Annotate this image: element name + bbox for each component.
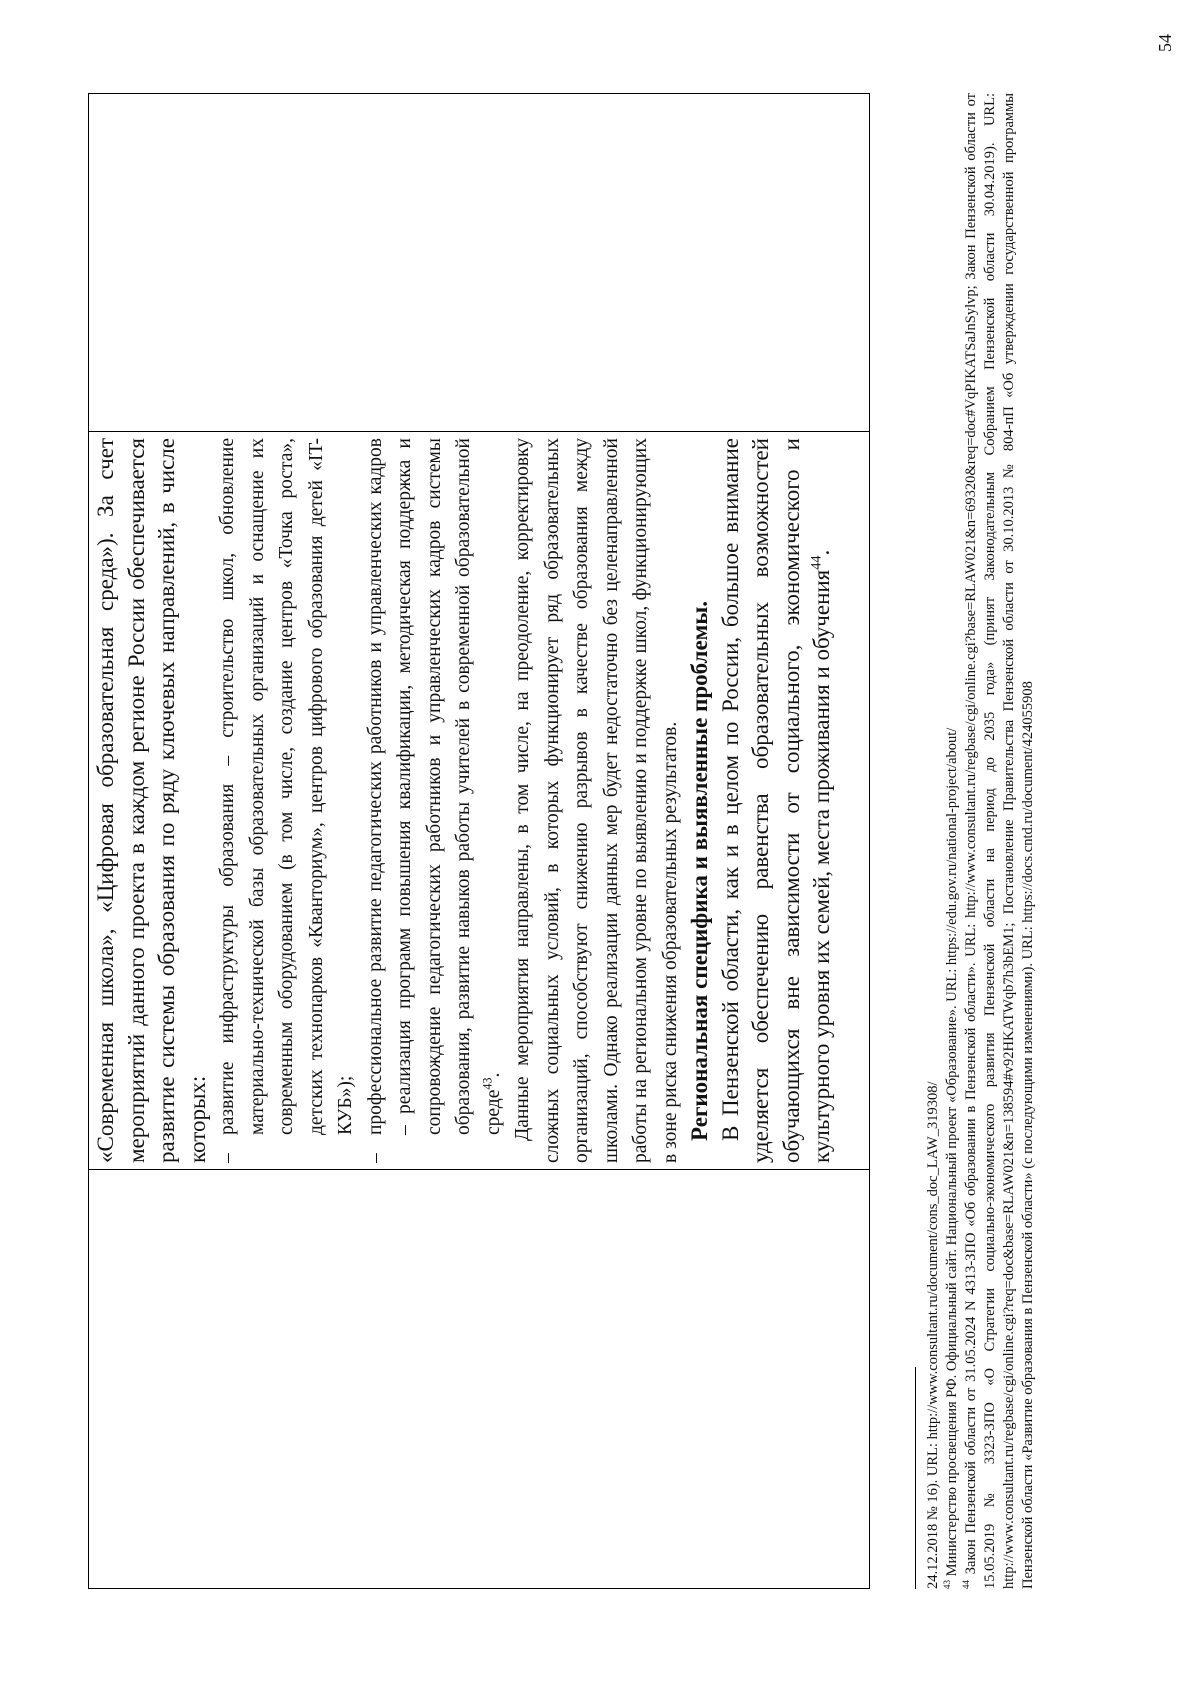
table-column-right bbox=[89, 94, 869, 431]
footnotes bbox=[924, 93, 1038, 1589]
paragraph-region-end: . bbox=[809, 549, 834, 556]
bullet-text-end: . bbox=[482, 1072, 504, 1078]
paragraph-measures: Данные мероприятия направлены, в том числе, на преодоление, корректировку сложных социальных условий, в которых функционирует ряд образовательных организаций, способствуют снижению разрывов в качестве образования между школами. Однако реализации данных мер будет недостаточно без целенаправленной работы на региональном уровне по выявлению и поддержке школ, функционирующих в зоне риска снижения образовательных результатов. bbox=[512, 438, 681, 1163]
footnote-continuation: 24.12.2018 № 16). URL: http://www.consultant.ru/document/cons_doc_LAW_319308/ bbox=[925, 1081, 941, 1589]
footnote-mark: 44 bbox=[961, 1580, 972, 1589]
page-number: 54 bbox=[1155, 34, 1175, 52]
footnote-43-text: Министерство просвещения РФ. Официальный сайт. Национальный проект «Образование». URL: https://edu.gov.ru/national-project/about/ bbox=[944, 727, 960, 1577]
bullet-text bbox=[361, 438, 509, 1135]
list-item bbox=[213, 438, 361, 1163]
footnote-mark: 43 bbox=[942, 1580, 953, 1589]
bullet-dash: – bbox=[364, 1153, 386, 1163]
content-table bbox=[88, 93, 870, 1589]
paragraph-region bbox=[716, 438, 838, 1163]
bullet-text: развитие инфраструктуры образования – строительство школ, обновление материально-технической базы образовательных организаций и оснащение их современным оборудованием (в том числе, создание центров «Точка роста», детских технопарков «Кванториум», центров цифрового образования детей «IT-КУБ»); bbox=[217, 438, 356, 1135]
footnote-ref: 43 bbox=[480, 1077, 494, 1090]
table-column-text bbox=[89, 431, 869, 1169]
bullet-text-body: профессиональное развитие педагогических работников и управленческих кадров – реализация программ повышения квалификации, методическая поддержка и сопровождение педагогических работников и управленческих кадров системы образования, развитие навыков работы учителей в современной образовательной среде bbox=[364, 438, 504, 1135]
paragraph-intro: «Современная школа», «Цифровая образовательная среда»). За счет мероприятий данного проекта в каждом регионе России обеспечивается развитие системы образования по ряду ключевых направлений, в числе которых: bbox=[93, 438, 210, 1163]
footnote-44 bbox=[962, 93, 1038, 1589]
section-heading: Региональная специфика и выявленные проблемы. bbox=[687, 600, 712, 1141]
footnote-separator bbox=[915, 1367, 916, 1589]
list-item bbox=[361, 438, 509, 1163]
table-column-left bbox=[89, 1169, 869, 1588]
footnote-43 bbox=[943, 93, 962, 1589]
paragraph-region-body: В Пензенской области, как и в целом по России, большое внимание уделяется обеспечению равенства образовательных возможностей обучающихся вне зависимости от социального, экономического и культурного уровня их семей, места проживания и обучения bbox=[717, 438, 834, 1163]
footnote-ref: 44 bbox=[808, 555, 825, 570]
bullet-dash: – bbox=[217, 1153, 238, 1163]
footnote-44-text: Закон Пензенской области от 31.05.2024 N 4313-ЗПО «Об образовании в Пензенской области». URL: http://www.consultant.ru/regbase/cgi/online.cgi?base=RLAW021&n=69320&req=doc#VqPIKATSaJnSylvp; Закон Пензенской области от 15.05.2019 № 3323-ЗПО «О Стратегии социально-экономического развития Пензенской области на период до 2035 года» (принят Законодательным Собранием Пензенской области 30.04.2019). URL: http://www.consultant.ru/regbase/cgi/online.cgi?req=doc&base=RLAW021&n=138594#v92HKATWqb7h3bEM1; Постановление Правительства Пензенской области от 30.10.2013 № 804-пП «Об утверждении государственной программы Пензенской области «Развитие образования в Пензенской области» (с последующими изменениями). URL: https://docs.cntd.ru/document/424055908 bbox=[963, 93, 1036, 1589]
